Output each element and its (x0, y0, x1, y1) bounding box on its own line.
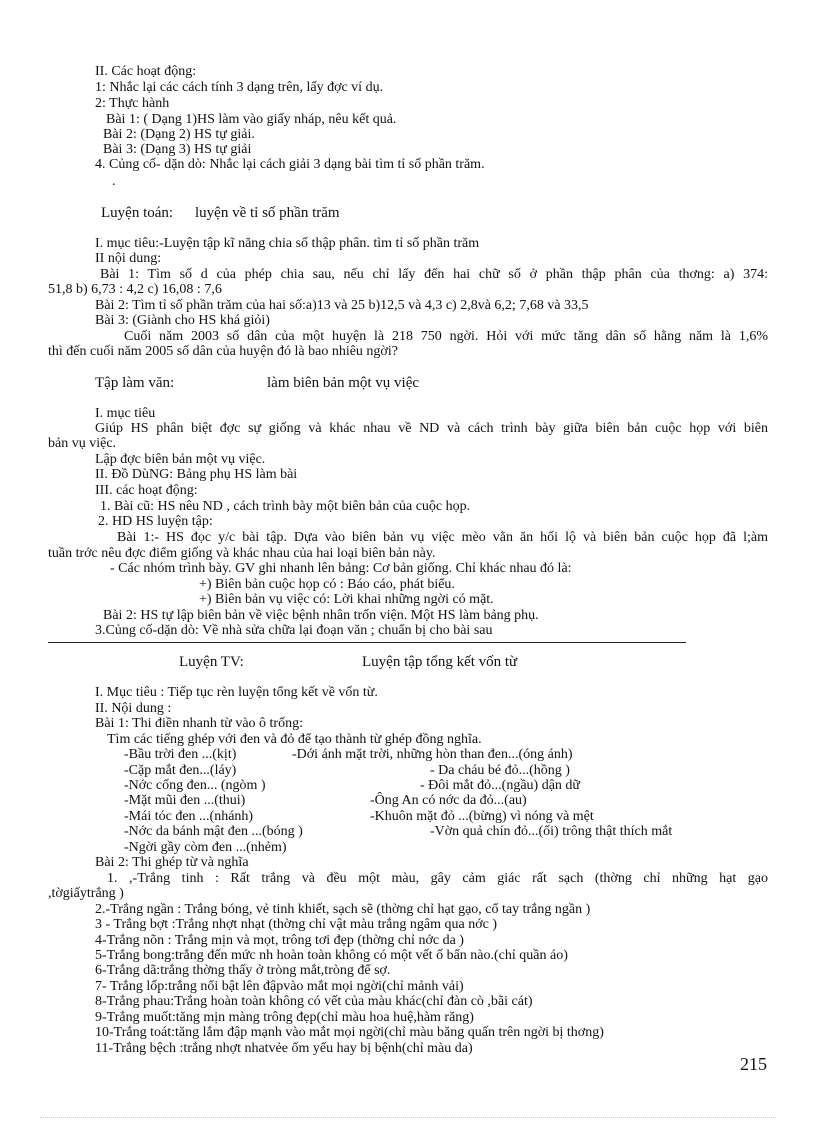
section3-line: Bài 1:- HS đọc y/c bài tập. Dựa vào biên bản vụ việc mèo vằn ăn hối lộ và biên bản cuộc họp đã l;àm (117, 530, 768, 545)
right-column-item: -Vờn quả chín đỏ...(ối) trông thật thích mắt (430, 824, 673, 839)
section2-line: 51,8 b) 6,73 : 4,2 c) 16,08 : 7,6 (48, 282, 222, 297)
bai2-item: 4-Trắng nõn : Trắng mịn và mọt, trông tơi đẹp (thờng chỉ nớc da ) (95, 933, 464, 948)
section4-line: I. Mục tiêu : Tiếp tục rèn luyện tổng kết về vốn từ. (95, 685, 378, 700)
footer-dotted-line (40, 1117, 776, 1118)
bai2-item: 6-Trắng dã:trắng thờng thấy ở tròng mắt,tròng để sợ. (95, 963, 391, 978)
bai2-title: Bài 2: Thi ghép từ và nghĩa (95, 855, 249, 870)
section2-topic: luyện về tỉ số phần trăm (195, 205, 340, 221)
section2-line: I. mục tiêu:-Luyện tập kĩ năng chia số thập phân. tìm tỉ số phần trăm (95, 236, 480, 251)
section4-topic: Luyện tập tổng kết vốn từ (362, 654, 518, 670)
section3-line: tuần trớc nêu đợc điểm giống và khác nhau của hai loại biên bản này. (48, 546, 436, 561)
left-column-item: -Ngời gầy còm đen ...(nhẻm) (124, 840, 287, 855)
bai2-item: 11-Trắng bệch :trắng nhợt nhatvẻe ốm yếu hay bị bệnh(chỉ màu da) (95, 1041, 473, 1056)
section1-line: 4. Củng cố- dặn dò: Nhắc lại cách giải 3 dạng bài tìm tỉ số phần trăm. (95, 157, 485, 172)
section3-line: Giúp HS phân biệt đợc sự giống và khác nhau về ND và cách trình bày giữa biên bản cuộc họp với biên (95, 421, 768, 436)
left-column-item: -Bầu trời đen ...(kịt) (124, 747, 237, 762)
section3-line: I. mục tiêu (95, 406, 156, 421)
section3-line: 2. HD HS luyện tập: (98, 514, 213, 529)
section3-line: Lập đợc biên bản một vụ việc. (95, 452, 266, 467)
section4-line: Bài 1: Thi điền nhanh từ vào ô trống: (95, 716, 303, 731)
section2-line: Bài 3: (Giành cho HS khá giỏi) (95, 313, 270, 328)
section1-line: 1: Nhắc lại các cách tính 3 dạng trên, lấy đợc ví dụ. (95, 80, 384, 95)
section3-line: - Các nhóm trình bày. GV ghi nhanh lên bảng: Cơ bản giống. Chỉ khác nhau đó là: (110, 561, 572, 576)
section3-line: +) Biên bản vụ việc có: Lời khai những ngời có mặt. (199, 592, 494, 607)
section2-line: Bài 2: Tìm tỉ số phần trăm của hai số:a)13 và 25 b)12,5 và 4,3 c) 2,8và 6,2; 7,68 và 33,5 (95, 298, 589, 313)
section4-line: II. Nội dung : (95, 701, 172, 716)
section2-line: Bài 1: Tìm số d của phép chia sau, nếu chỉ lấy đến hai chữ số ở phần thập phân của thơng: a) 374: (100, 267, 768, 282)
left-column-item: -Mái tóc đen ...(nhánh) (124, 809, 254, 824)
right-column-item: - Da cháu bé đỏ...(hồng ) (430, 763, 570, 778)
page-number: 215 (740, 1054, 767, 1074)
section1-line: Bài 2: (Dạng 2) HS tự giải. (103, 127, 255, 142)
section3-line: III. các hoạt động: (95, 483, 198, 498)
left-column-item: -Mặt mũi đen ...(thui) (124, 793, 246, 808)
left-column-item: -Nớc cống đen... (ngòm ) (124, 778, 266, 793)
bai2-item: 3 - Trắng bợt :Trắng nhợt nhạt (thờng chỉ vật màu trắng ngâm qua nớc ) (95, 917, 497, 932)
section4-subject: Luyện TV: (179, 654, 244, 670)
bai2-item: 10-Trắng toát:tăng lắm đập mạnh vào mắt mọi ngời(chỉ màu băng quấn trên ngời bị thơng) (95, 1025, 604, 1040)
bai2-line: ,tờgiấytrắng ) (48, 886, 124, 901)
section3-line: 1. Bài cũ: HS nêu ND , cách trình bày một biên bản của cuộc họp. (100, 499, 471, 514)
section3-line: +) Biên bản cuộc họp có : Báo cáo, phát biểu. (199, 577, 455, 592)
right-column-item: -Khuôn mặt đỏ ...(bừng) vì nóng và mệt (370, 809, 594, 824)
right-column-item: -Dới ánh mặt trời, những hòn than đen...(óng ánh) (292, 747, 573, 762)
section2-line: thì đến cuối năm 2005 số dân của huyện đó là bao nhiêu ngời? (48, 344, 398, 359)
right-column-item: -Ông An có nớc da đỏ...(au) (370, 793, 527, 808)
section3-line: II. Đồ DùNG: Bảng phụ HS làm bài (95, 467, 298, 482)
bai2-line: 1. ,-Trắng tinh : Rất trắng và đều một màu, gây cảm giác rất sạch (thờng chỉ những hạt gạo (107, 871, 768, 886)
section1-line: Bài 3: (Dạng 3) HS tự giải (103, 142, 252, 157)
bai2-item: 8-Trắng phau:Trắng hoàn toàn không có vết của màu khác(chỉ đàn cò ,bãi cát) (95, 994, 533, 1009)
section2-line: Cuối năm 2003 số dân của một huyện là 218 750 ngời. Hỏi với mức tăng dân số hằng năm là 1,6% (124, 329, 768, 344)
bai2-item: 7- Trắng lốp:trắng nổi bật lên đậpvào mắt mọi ngời(chỉ mảnh vải) (95, 979, 464, 994)
left-column-item: -Nớc da bánh mật đen ...(bóng ) (124, 824, 303, 839)
section3-subject: Tập làm văn: (95, 375, 175, 391)
section1-dot: . (112, 174, 116, 189)
right-column-item: - Đôi mắt đỏ...(ngầu) dận dữ (420, 778, 580, 793)
section3-line: 3.Củng cố-dặn dò: Về nhà sửa chữa lại đoạn văn ; chuẩn bị cho bài sau (95, 623, 493, 638)
section1-line: Bài 1: ( Dạng 1)HS làm vào giấy nháp, nêu kết quả. (106, 112, 397, 127)
bai2-item: 2.-Trắng ngần : Trắng bóng, vẻ tinh khiết, sạch sẽ (thờng chỉ hạt gạo, cổ tay trắng ngần ) (95, 902, 591, 917)
bai2-item: 5-Trắng bong:trắng đến mức nh hoàn toàn không có một vết ố bẩn nào.(chỉ quần áo) (95, 948, 568, 963)
section4-line: Tìm các tiếng ghép với đen và đỏ để tạo thành từ ghép đồng nghĩa. (107, 732, 482, 747)
bai2-item: 9-Trắng muốt:tăng mịn màng trông đẹp(chỉ màu hoa huệ,hàm răng) (95, 1010, 474, 1025)
section-divider (48, 642, 686, 643)
section3-line: Bài 2: HS tự lập biên bản về việc bệnh nhân trốn viện. Một HS làm bảng phụ. (103, 608, 539, 623)
left-column-item: -Cặp mắt đen...(láy) (124, 763, 237, 778)
section3-line: bản vụ việc. (48, 436, 117, 451)
section1-line: 2: Thực hành (95, 96, 170, 111)
section2-line: II nội dung: (95, 251, 162, 266)
section1-heading: II. Các hoạt động: (95, 64, 197, 79)
section3-topic: làm biên bản một vụ việc (267, 375, 420, 391)
section2-subject: Luyện toán: (101, 205, 174, 221)
